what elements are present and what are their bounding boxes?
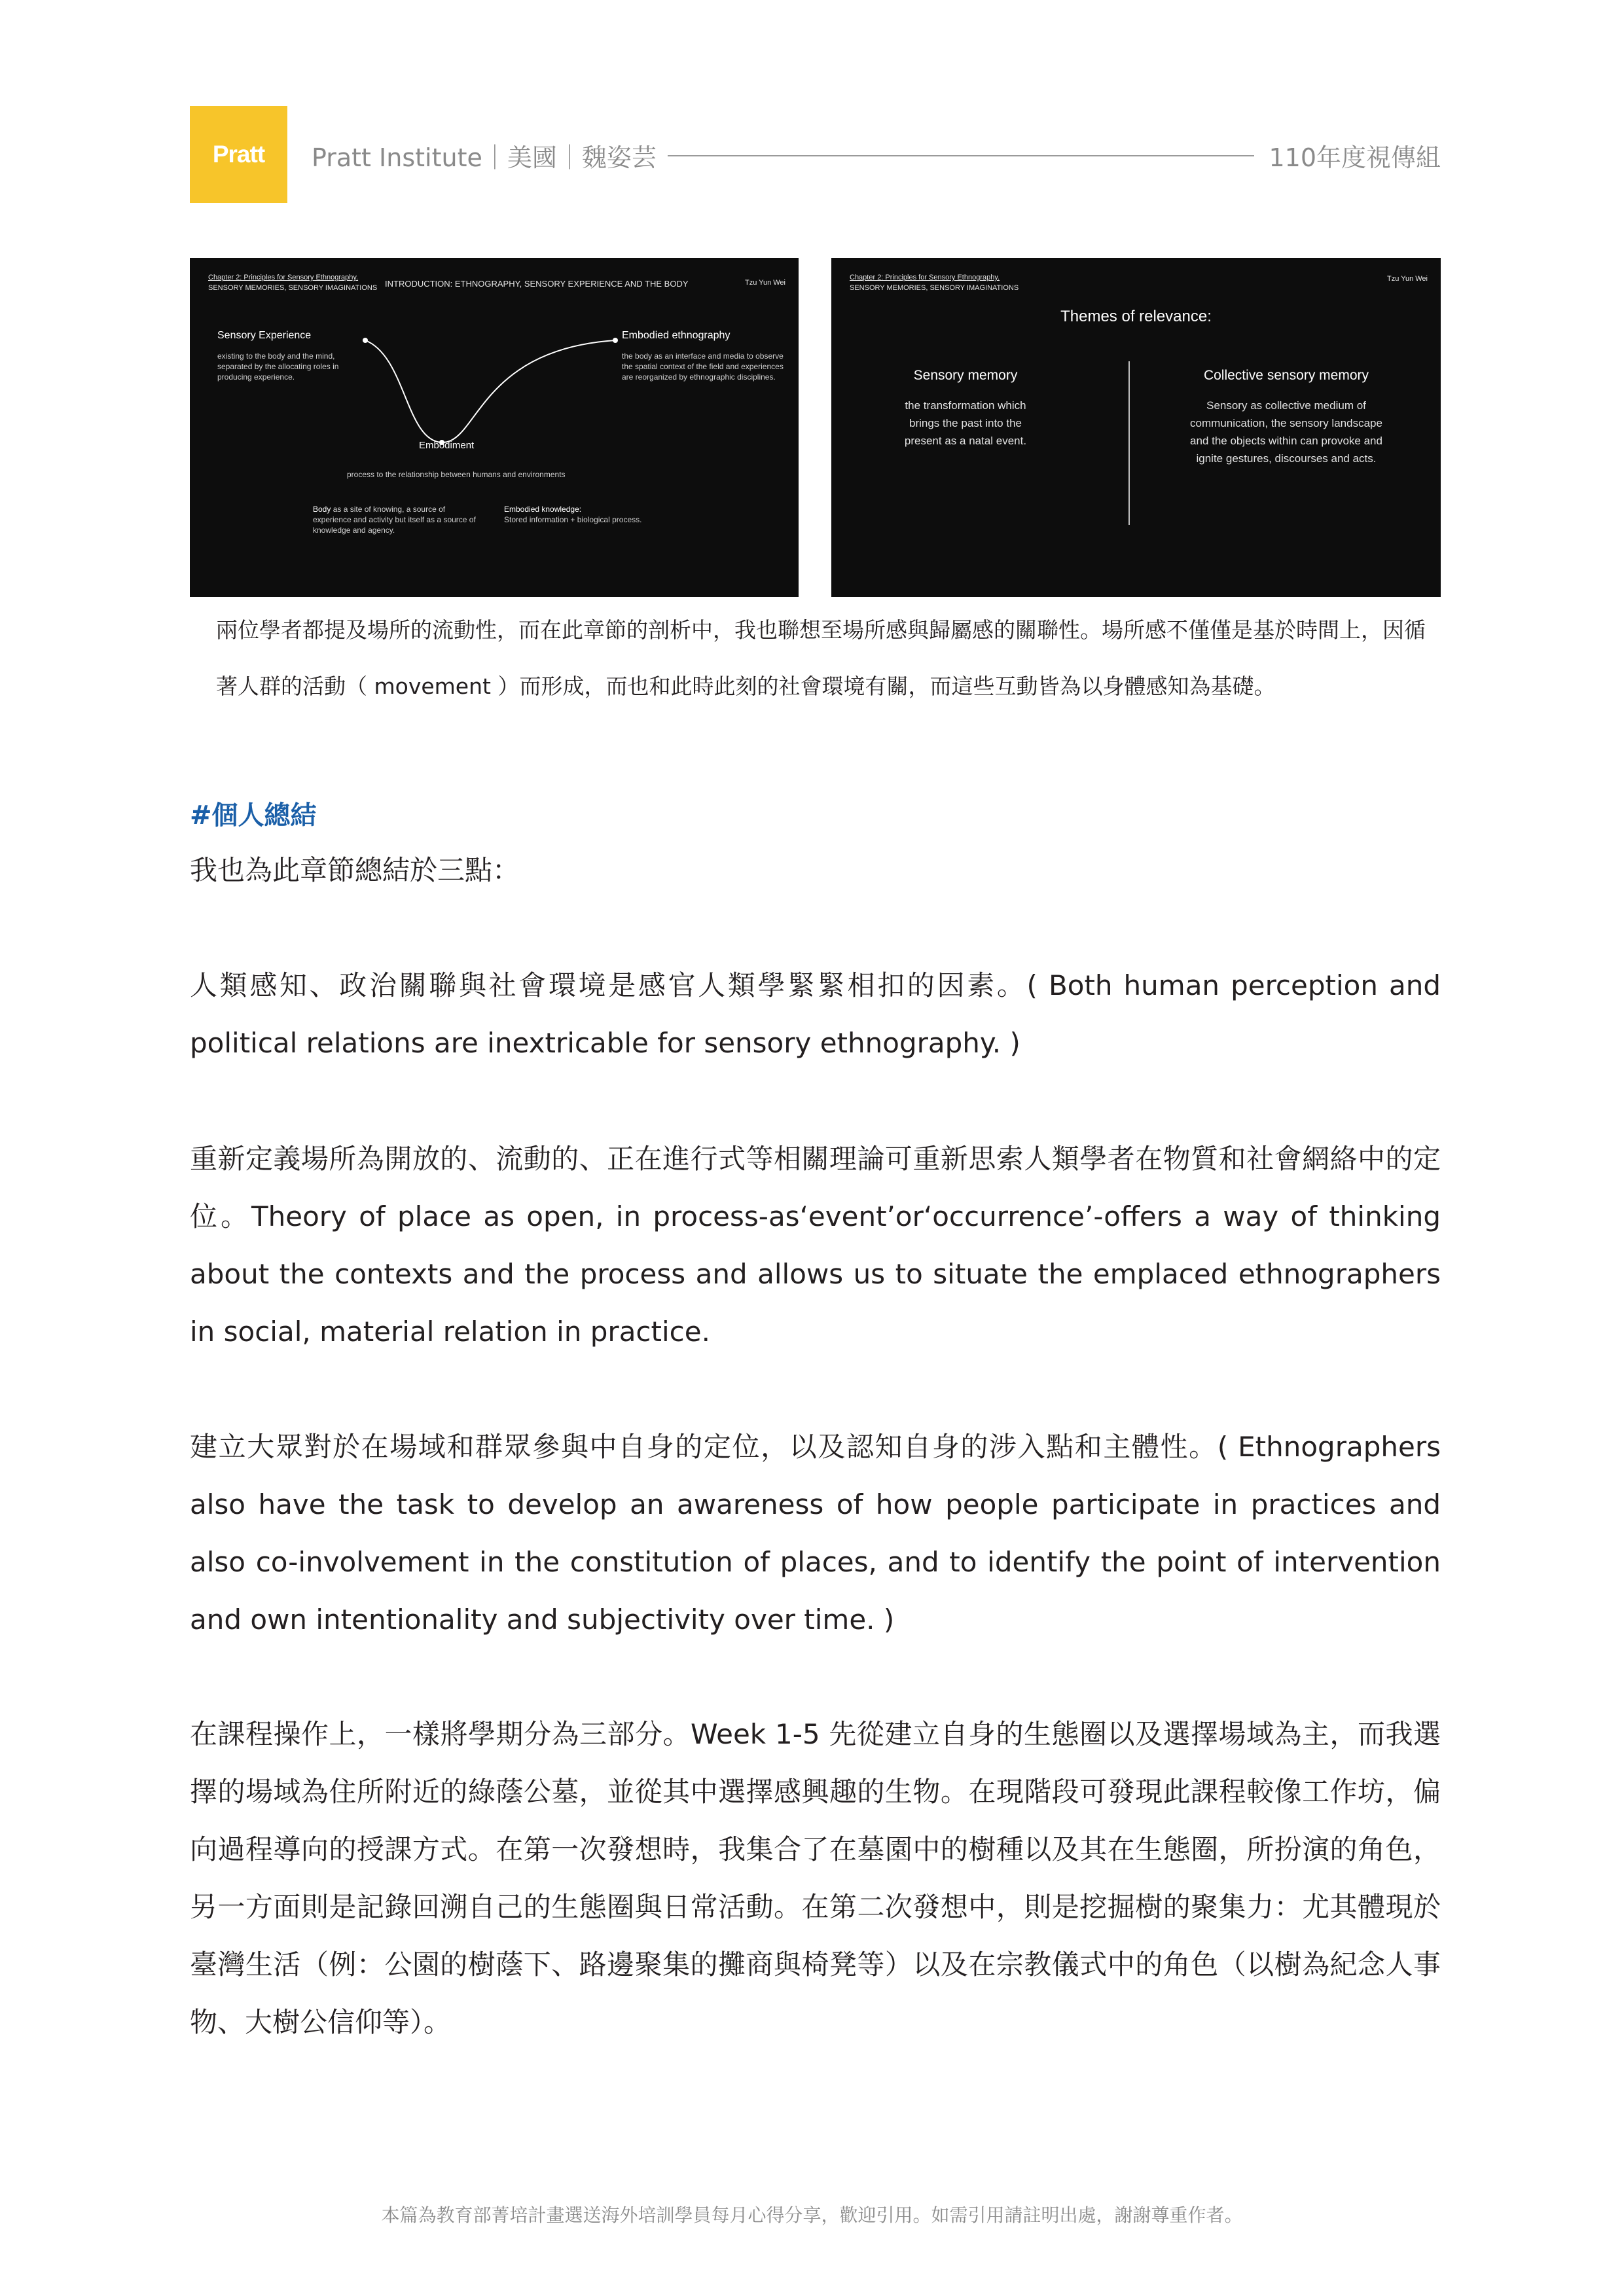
slide1-center-heading: Embodiment xyxy=(419,440,475,451)
slide2-left-heading: Sensory memory xyxy=(913,368,1018,383)
summary-intro: 我也為此章節總結於三點： xyxy=(190,854,520,886)
slide-themes-of-relevance xyxy=(831,258,1441,597)
page-header xyxy=(190,106,1441,203)
slide1-chapter-line2: SENSORY MEMORIES, SENSORY IMAGINATIONS xyxy=(208,284,378,292)
slide2-left-body: the transformation which brings the past into the present as a natal event. xyxy=(904,399,1027,447)
slide1-right-heading: Embodied ethnography xyxy=(622,330,731,341)
slide2-title: Themes of relevance: xyxy=(1060,308,1212,325)
page-footer-note: 本篇為教育部菁培計畫選送海外培訓學員每月心得分享，歡迎引用。如需引用請註明出處，謝謝尊重作者。 xyxy=(381,2204,1243,2226)
header-year-group: 110年度視傳組 xyxy=(1254,137,1441,173)
slide1-left-heading: Sensory Experience xyxy=(217,330,312,341)
slide1-right-body: the body as an interface and media to observe the spatial context of the field and experiences are reorganized by ethnographic disciplines. xyxy=(622,351,784,382)
summary-point-1: 人類感知、政治關聯與社會環境是感官人類學緊緊相扣的因素。( Both human perception and political relations are inextricable for sensory ethnography. ) xyxy=(190,969,1441,1059)
slide-embodiment xyxy=(190,258,799,597)
slide1-bottom-left xyxy=(313,504,480,535)
slide2-chapter-line2: SENSORY MEMORIES, SENSORY IMAGINATIONS xyxy=(850,284,1019,292)
slide2-chapter xyxy=(850,272,1046,293)
slide1-bottom-left-body: as a site of knowing, a source of experience and activity but itself as a source of knowledge and agency. xyxy=(313,505,476,535)
slides-caption: 兩位學者都提及場所的流動性，而在此章節的剖析中，我也聯想至場所感與歸屬感的關聯性。場所感不僅僅是基於時間上，因循著人群的活動（ movement ）而形成，而也和此時此刻的社會環境有關，而這些互動皆為以身體感知為基礎。 xyxy=(216,617,1426,699)
slide1-title: INTRODUCTION: ETHNOGRAPHY, SENSORY EXPERIENCE AND THE BODY xyxy=(385,279,689,289)
slide2-author: Tzu Yun Wei xyxy=(1387,275,1428,283)
embodiment-curve xyxy=(190,258,799,597)
summary-point-3: 建立大眾對於在場域和群眾參與中自身的定位，以及認知自身的涉入點和主體性。( Ethnographers also have the task to develop an awareness of how people participate in practices and also co-involvement in the constitution of places, and to identify the point of intervention and own intentionality and subjectivity over time. ) xyxy=(190,1431,1441,1636)
slide2-chapter-line1: Chapter 2: Principles for Sensory Ethnography. xyxy=(850,274,1000,281)
header-title: Pratt Institute｜美國｜魏姿芸 xyxy=(312,143,657,172)
section-heading: #個人總結 xyxy=(190,800,317,831)
slide1-left-body: existing to the body and the mind, separated by the allocating roles in producing experience. xyxy=(217,351,339,382)
summary-point-2: 重新定義場所為開放的、流動的、正在進行式等相關理論可重新思索人類學者在物質和社會網絡中的定位。Theory of place as open, in process-as‘event’or‘occurrence’-offers a way of thinking about the contexts and the process and allows us to situate the emplaced ethnographers in social, material relation in practice. xyxy=(190,1143,1441,1348)
slide1-bottom-right-heading: Embodied knowledge: xyxy=(504,505,582,514)
slide2-divider xyxy=(1128,361,1130,525)
slide2-right-heading: Collective sensory memory xyxy=(1203,368,1369,383)
pratt-logo: Pratt xyxy=(190,106,287,203)
slide1-center-body: process to the relationship between humans and environments xyxy=(347,470,566,479)
slide1-body-bold: Body xyxy=(313,505,331,514)
course-description: 在課程操作上，一樣將學期分為三部分。Week 1-5 先從建立自身的生態圈以及選擇場域為主，而我選擇的場域為住所附近的綠蔭公墓，並從其中選擇感興趣的生物。在現階段可發現此課程較像工作坊，偏向過程導向的授課方式。在第一次發想時，我集合了在墓園中的樹種以及其在生態圈，所扮演的角色，另一方面則是記錄回溯自己的生態圈與日常活動。在第二次發想中，則是挖掘樹的聚集力：尤其體現於臺灣生活（例：公園的樹蔭下、路邊聚集的攤商與椅凳等）以及在宗教儀式中的角色（以樹為紀念人事物、大樹公信仰等）。 xyxy=(190,1718,1441,2038)
slide1-bottom-right xyxy=(504,504,674,525)
slide1-bottom-right-body: Stored information + biological process. xyxy=(504,515,642,524)
slide1-author: Tzu Yun Wei xyxy=(745,279,785,287)
slide1-chapter-line1: Chapter 2: Principles for Sensory Ethnography. xyxy=(208,274,359,281)
slide2-right-body: Sensory as collective medium of communication, the sensory landscape and the objects within can provoke and ignite gestures, discourses and acts. xyxy=(1190,399,1382,465)
